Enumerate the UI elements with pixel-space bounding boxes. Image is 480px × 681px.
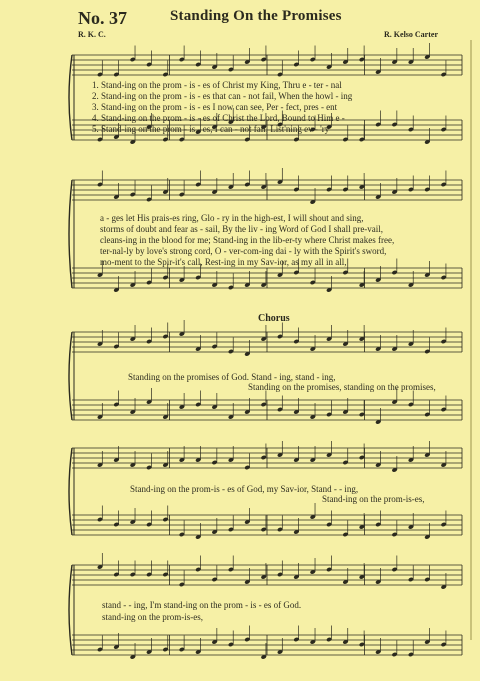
chorus-line-3-upper: stand - - ing, I'm stand-ing on the prom - is - es of God. <box>102 600 302 610</box>
system-3-brace <box>69 332 72 420</box>
hymn-number: No. 37 <box>78 8 127 28</box>
verse-1-line-2: a - ges let His prais-es ring, Glo - ry in the high-est, I will shout and sing, <box>100 213 364 223</box>
verse-4-line-2: ter-nal-ly by love's strong cord, O - ver-com-ing dai - ly with the Spirit's sword, <box>100 246 387 256</box>
author-initials: R. K. C. <box>78 30 106 39</box>
chorus-line-2-lower: Stand-ing on the prom-is-es, <box>322 494 425 504</box>
chorus-line-1-lower: Standing on the promises, standing on the promises, <box>248 382 436 392</box>
verse-1-line-1: 1. Stand-ing on the prom - is - es of Christ my King, Thru e - ter - nal <box>92 80 342 90</box>
verse-4-line-1: 4. Stand-ing on the prom - is - es of Christ the Lord, Bound to Him e - <box>92 113 345 123</box>
chorus-line-2-upper: Stand-ing on the prom-is - es of God, my Sav-ior, Stand - - ing, <box>130 484 359 494</box>
verse-3-line-1: 3. Stand-ing on the prom - is - es I now can see, Per - fect, pres - ent <box>92 102 338 112</box>
chorus-label: Chorus <box>258 313 290 324</box>
system-4-brace <box>69 448 72 535</box>
verse-5-line-2: mo-ment to the Spir-it's call, Rest-ing in my Sav-ior, as my all in all, <box>100 257 347 267</box>
hymn-title: Standing On the Promises <box>170 8 342 24</box>
verse-5-line-1: 5. Stand-ing on the prom - is - es, I can - not fall, List'ning ev - 'ry <box>92 124 330 134</box>
verse-2-line-1: 2. Stand-ing on the prom - is - es that can - not fail, When the howl - ing <box>92 91 353 101</box>
system-5-brace <box>69 565 72 655</box>
verse-2-line-2: storms of doubt and fear as - sail, By the liv - ing Word of God I shall pre-vail, <box>100 224 384 234</box>
verse-3-line-2: cleans-ing in the blood for me; Stand-ing in the lib-er-ty where Christ makes free, <box>100 235 395 245</box>
chorus-line-3-lower: stand-ing on the prom-is-es, <box>102 612 203 622</box>
system-2-brace <box>69 180 72 288</box>
composer-name: R. Kelso Carter <box>384 30 438 39</box>
page-edge-shadow <box>470 40 472 640</box>
system-1-brace <box>69 55 72 140</box>
chorus-line-1-upper: Standing on the promises of God. Stand - ing, stand - ing, <box>128 372 336 382</box>
